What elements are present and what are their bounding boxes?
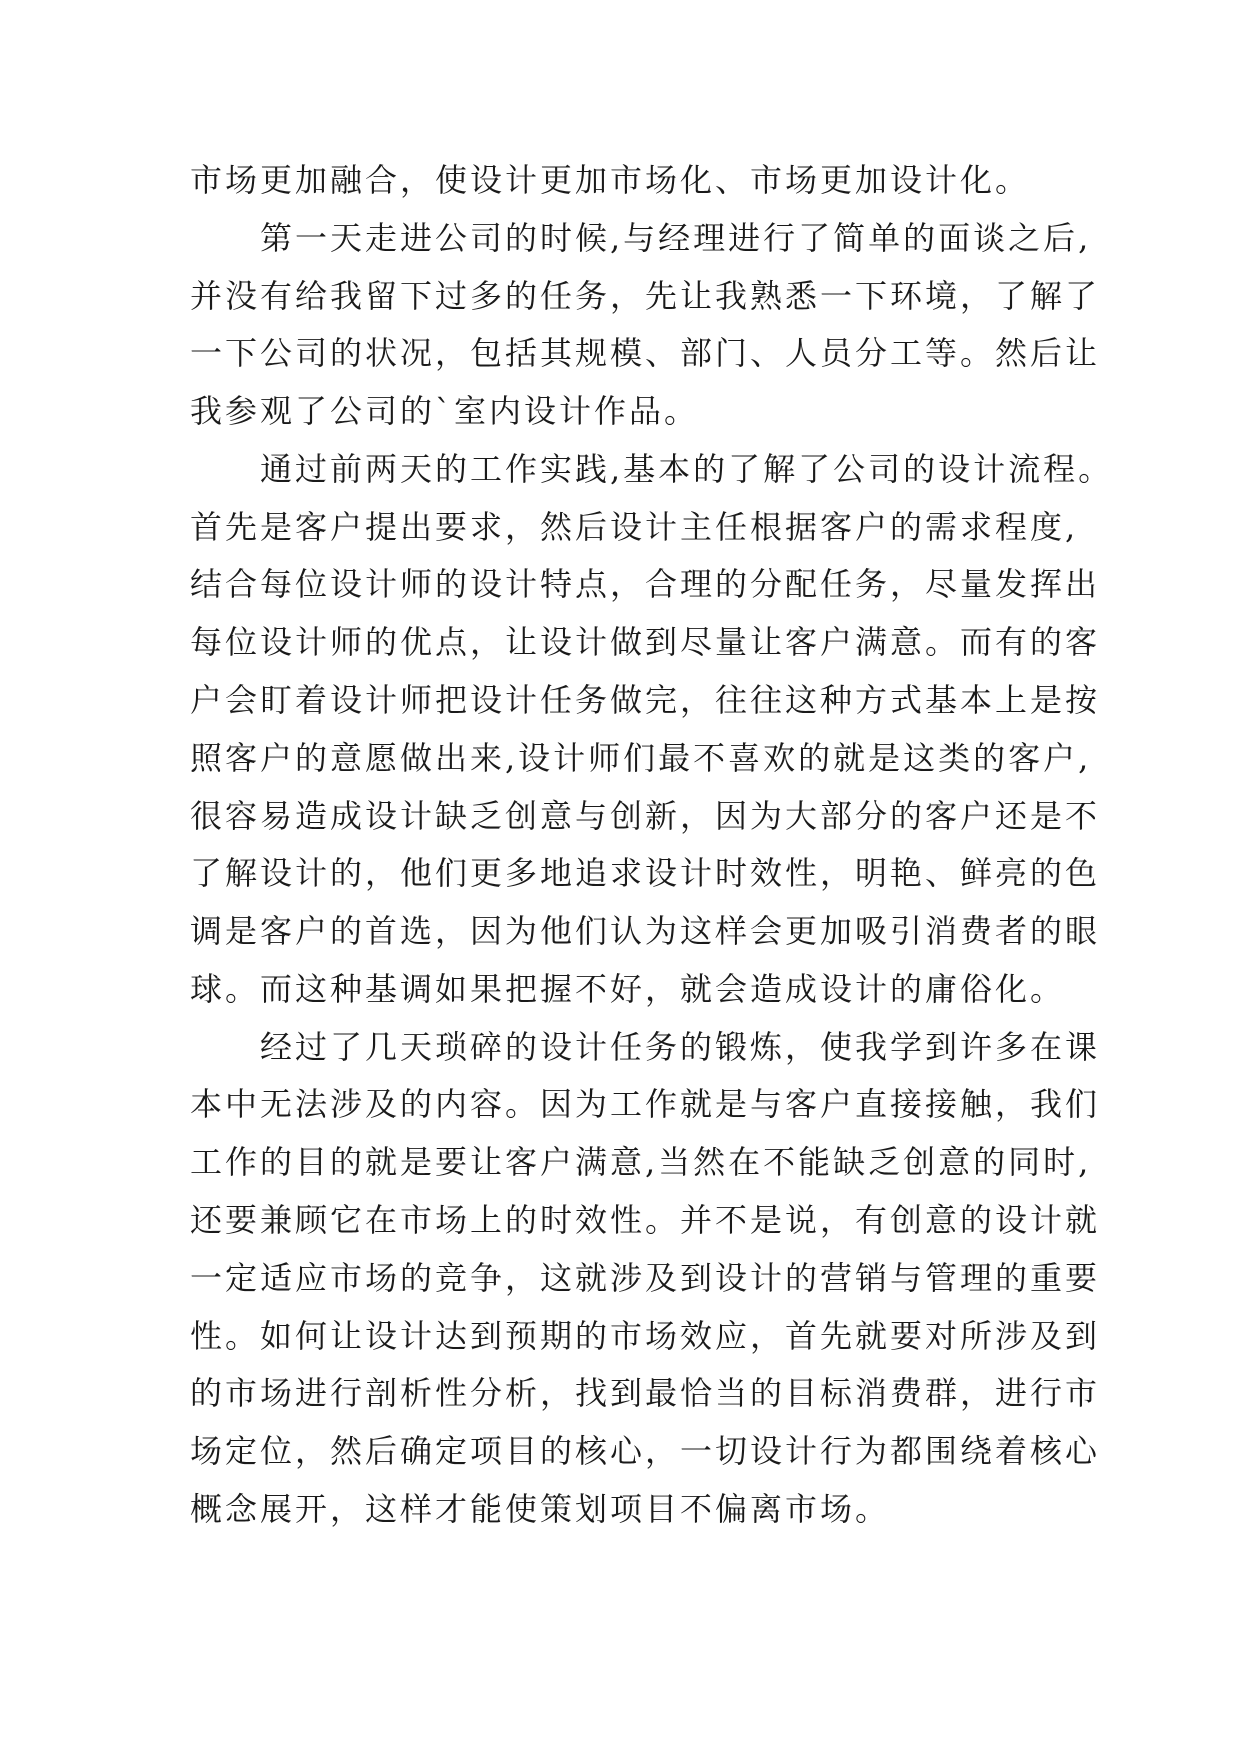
text-line-3: 并没有给我留下过多的任务，先让我熟悉一下环境，了解了 <box>190 277 1101 315</box>
text-line-2: 第一天走进公司的时候,与经理进行了简单的面谈之后, <box>190 219 1092 257</box>
text-line-9: 每位设计师的优点，让设计做到尽量让客户满意。而有的客 <box>190 623 1101 661</box>
text-line-12: 很容易造成设计缺乏创意与创新，因为大部分的客户还是不 <box>190 797 1101 835</box>
text-line-19: 还要兼顾它在市场上的时效性。并不是说，有创意的设计就 <box>190 1201 1101 1239</box>
text-line-8: 结合每位设计师的设计特点，合理的分配任务，尽量发挥出 <box>190 565 1101 603</box>
text-line-15: 球。而这种基调如果把握不好，就会造成设计的庸俗化。 <box>190 970 1066 1008</box>
text-line-17: 本中无法涉及的内容。因为工作就是与客户直接接触，我们 <box>190 1085 1101 1123</box>
text-line-13: 了解设计的，他们更多地追求设计时效性，明艳、鲜亮的色 <box>190 854 1101 892</box>
text-line-18: 工作的目的就是要让客户满意,当然在不能缺乏创意的同时, <box>190 1143 1092 1181</box>
text-line-21: 性。如何让设计达到预期的市场效应，首先就要对所涉及到 <box>190 1317 1101 1355</box>
text-line-5: 我参观了公司的`室内设计作品。 <box>190 392 700 430</box>
text-line-11: 照客户的意愿做出来,设计师们最不喜欢的就是这类的客户, <box>190 739 1092 777</box>
text-line-14: 调是客户的首选，因为他们认为这样会更加吸引消费者的眼 <box>190 912 1101 950</box>
text-line-4: 一下公司的状况，包括其规模、部门、人员分工等。然后让 <box>190 334 1101 372</box>
text-line-20: 一定适应市场的竞争，这就涉及到设计的营销与管理的重要 <box>190 1259 1101 1297</box>
text-line-6: 通过前两天的工作实践,基本的了解了公司的设计流程。 <box>190 450 1114 488</box>
text-line-16: 经过了几天琐碎的设计任务的锻炼，使我学到许多在课 <box>190 1028 1101 1066</box>
text-line-1: 市场更加融合，使设计更加市场化、市场更加设计化。 <box>190 161 1031 199</box>
text-line-23: 场定位，然后确定项目的核心，一切设计行为都围绕着核心 <box>190 1432 1101 1470</box>
text-line-10: 户会盯着设计师把设计任务做完，往往这种方式基本上是按 <box>190 681 1101 719</box>
text-line-7: 首先是客户提出要求，然后设计主任根据客户的需求程度, <box>190 508 1079 546</box>
text-line-24: 概念展开，这样才能使策划项目不偏离市场。 <box>190 1490 891 1528</box>
text-line-22: 的市场进行剖析性分析，找到最恰当的目标消费群，进行市 <box>190 1374 1101 1412</box>
